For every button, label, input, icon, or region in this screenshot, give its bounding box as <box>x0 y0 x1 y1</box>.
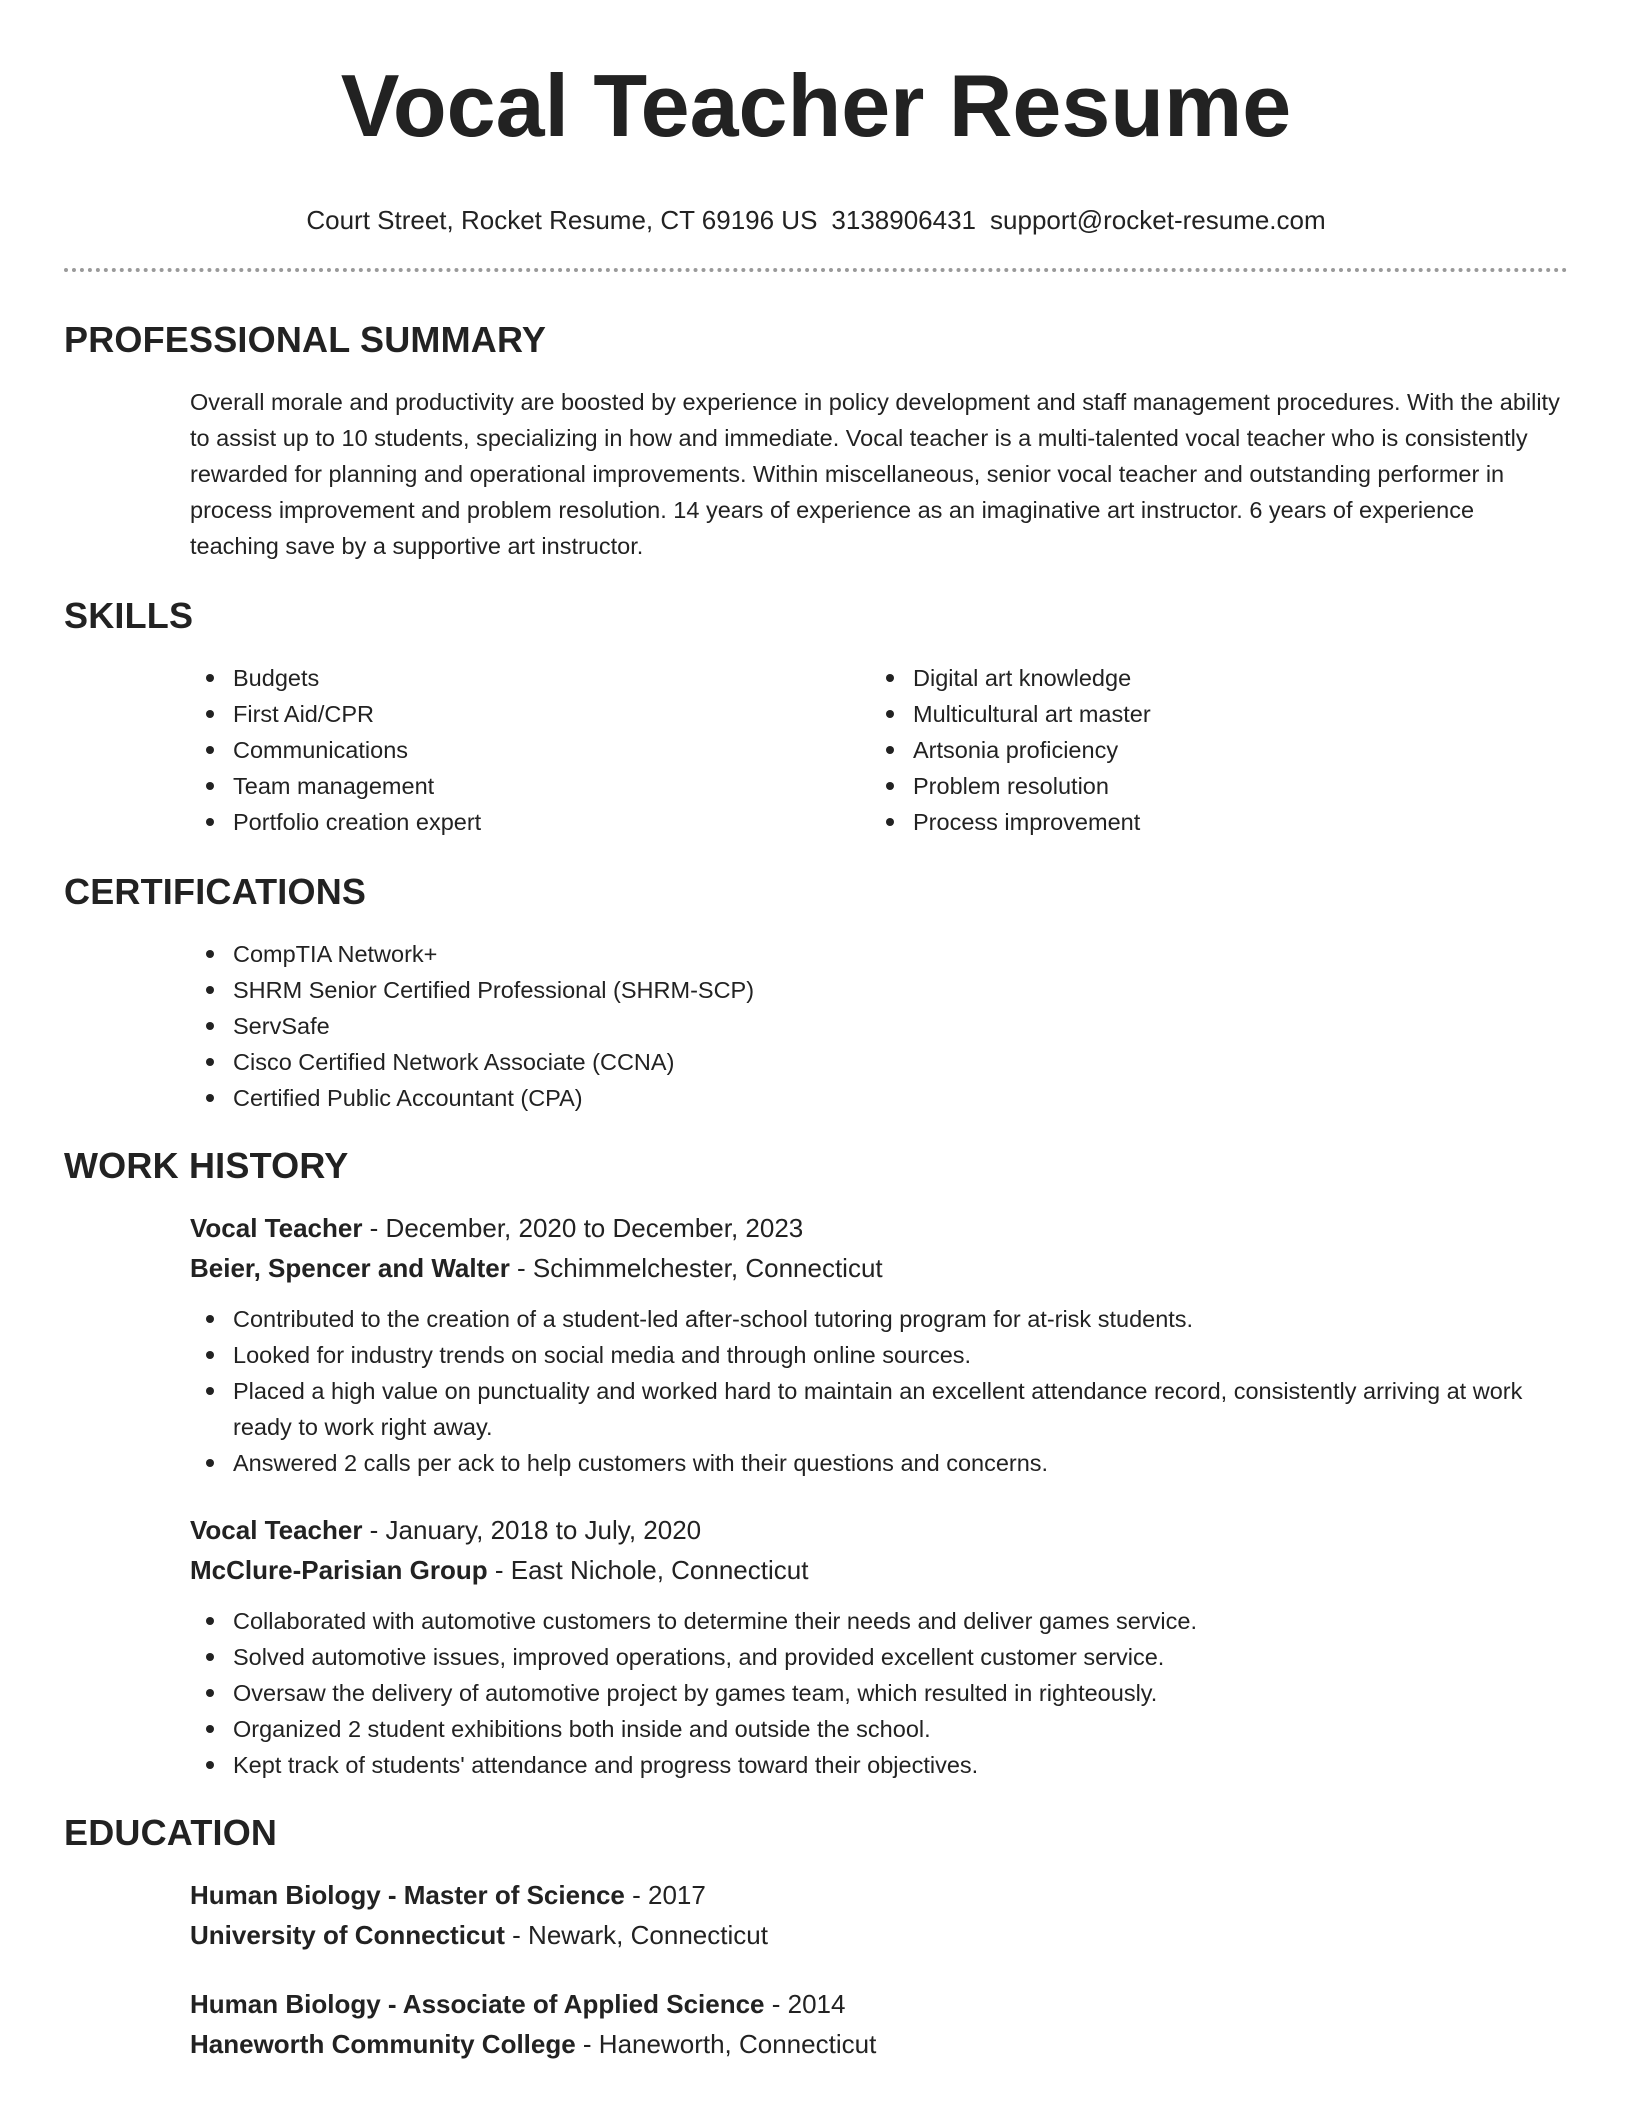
degree: Human Biology - Associate of Applied Science <box>190 1989 765 2019</box>
resume-title: Vocal Teacher Resume <box>340 56 1292 155</box>
job-title-line <box>190 1208 1568 1248</box>
job-bullet: Kept track of students' attendance and progress toward their objectives. <box>190 1747 1568 1783</box>
skill-item: Budgets <box>190 660 870 696</box>
school: University of Connecticut <box>190 1920 505 1950</box>
education-heading: EDUCATION <box>64 1812 278 1853</box>
certification-item: CompTIA Network+ <box>190 936 1568 972</box>
degree-year: - 2017 <box>624 1880 706 1910</box>
job-location: - Schimmelchester, Connecticut <box>509 1253 883 1283</box>
job-bullet: Contributed to the creation of a student-led after-school tutoring program for at-risk students. <box>190 1301 1568 1337</box>
skill-item: Digital art knowledge <box>870 660 1550 696</box>
job-dates: - January, 2018 to July, 2020 <box>362 1515 702 1545</box>
job-entry <box>190 1510 1568 1783</box>
job-bullet: Answered 2 calls per ack to help customers with their questions and concerns. <box>190 1445 1568 1481</box>
skill-item: Problem resolution <box>870 768 1550 804</box>
certification-item: Cisco Certified Network Associate (CCNA) <box>190 1044 1568 1080</box>
skill-item: Communications <box>190 732 870 768</box>
skill-item: Process improvement <box>870 804 1550 840</box>
contact-address: Court Street, Rocket Resume, CT 69196 US <box>306 205 818 235</box>
contact-line <box>0 204 1632 236</box>
certification-item: ServSafe <box>190 1008 1568 1044</box>
skills-heading: SKILLS <box>64 595 194 636</box>
job-dates: - December, 2020 to December, 2023 <box>362 1213 804 1243</box>
certification-item: Certified Public Accountant (CPA) <box>190 1080 1568 1116</box>
skill-item: First Aid/CPR <box>190 696 870 732</box>
degree-year: - 2014 <box>764 1989 846 2019</box>
certifications-heading: CERTIFICATIONS <box>64 871 367 912</box>
job-bullets <box>190 1301 1568 1481</box>
job-bullet: Solved automotive issues, improved operations, and provided excellent customer service. <box>190 1639 1568 1675</box>
skills-column-right <box>870 660 1550 840</box>
header-divider <box>64 268 1568 272</box>
skills-column-left <box>190 660 870 840</box>
skill-item: Portfolio creation expert <box>190 804 870 840</box>
certifications-list <box>190 936 1568 1116</box>
job-entry <box>190 1208 1568 1481</box>
school-line <box>190 1915 1568 1955</box>
job-company-line <box>190 1550 1568 1590</box>
job-title-line <box>190 1510 1568 1550</box>
skill-item: Artsonia proficiency <box>870 732 1550 768</box>
school-line <box>190 2024 1568 2064</box>
job-bullet: Oversaw the delivery of automotive project by games team, which resulted in righteously. <box>190 1675 1568 1711</box>
job-bullet: Organized 2 student exhibitions both inside and outside the school. <box>190 1711 1568 1747</box>
summary-text: Overall morale and productivity are boosted by experience in policy development and staff management procedures. With the ability to assist up to 10 students, specializing in how and immediate. Vocal teacher is a multi-talented vocal teacher who is consistently rewarded for planning and operational improvements. Within miscellaneous, senior vocal teacher and outstanding performer in process improvement and problem resolution. 14 years of experience as an imaginative art instructor. 6 years of experience teaching save by a supportive art instructor. <box>190 389 1560 559</box>
certification-item: SHRM Senior Certified Professional (SHRM-SCP) <box>190 972 1568 1008</box>
school-location: - Newark, Connecticut <box>504 1920 768 1950</box>
education-entry <box>190 1984 1568 2064</box>
job-company: McClure-Parisian Group <box>190 1555 488 1585</box>
skills-list <box>190 660 1568 840</box>
job-title: Vocal Teacher <box>190 1213 363 1243</box>
school-location: - Haneworth, Connecticut <box>575 2029 877 2059</box>
job-location: - East Nichole, Connecticut <box>487 1555 809 1585</box>
school: Haneworth Community College <box>190 2029 576 2059</box>
job-bullets <box>190 1603 1568 1783</box>
job-company-line <box>190 1248 1568 1288</box>
degree-line <box>190 1984 1568 2024</box>
job-bullet: Placed a high value on punctuality and worked hard to maintain an excellent attendance record, consistently arriving at work ready to work right away. <box>190 1373 1568 1445</box>
job-company: Beier, Spencer and Walter <box>190 1253 510 1283</box>
skill-item: Multicultural art master <box>870 696 1550 732</box>
education-entry <box>190 1875 1568 1955</box>
job-bullet: Looked for industry trends on social media and through online sources. <box>190 1337 1568 1373</box>
job-bullet: Collaborated with automotive customers to determine their needs and deliver games service. <box>190 1603 1568 1639</box>
job-title: Vocal Teacher <box>190 1515 363 1545</box>
contact-phone: 3138906431 <box>831 205 977 235</box>
summary-heading: PROFESSIONAL SUMMARY <box>64 319 547 360</box>
skill-item: Team management <box>190 768 870 804</box>
contact-email: support@rocket-resume.com <box>990 205 1326 235</box>
degree-line <box>190 1875 1568 1915</box>
work-heading: WORK HISTORY <box>64 1145 349 1186</box>
degree: Human Biology - Master of Science <box>190 1880 625 1910</box>
